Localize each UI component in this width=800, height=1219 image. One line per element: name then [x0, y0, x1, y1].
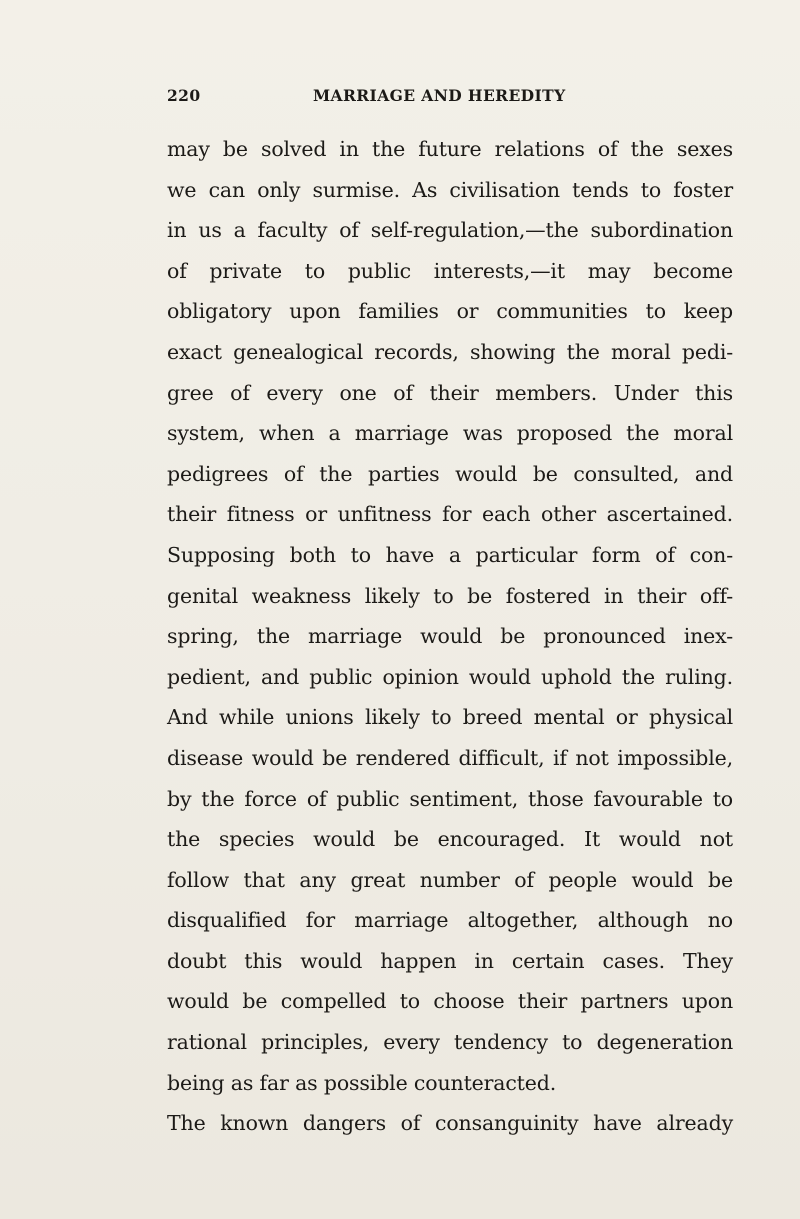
text-line: disqualified for marriage altogether, although no: [167, 908, 733, 933]
text-line: genital weakness likely to be fostered in their off-: [167, 583, 733, 608]
text-line: system, when a marriage was proposed the moral: [167, 421, 733, 446]
text-line: disease would be rendered difficult, if not impossible,: [167, 745, 733, 770]
text-line: And while unions likely to breed mental or physical: [167, 705, 733, 730]
text-line: follow that any great number of people would be: [167, 867, 733, 892]
running-head: [167, 86, 733, 110]
text-line: rational principles, every tendency to degeneration: [167, 1030, 733, 1055]
body-text: [167, 129, 733, 1144]
text-line: the species would be encouraged. It would not: [167, 827, 733, 852]
text-line: would be compelled to choose their partners upon: [167, 989, 733, 1014]
text-line: we can only surmise. As civilisation tends to foster: [167, 177, 733, 202]
text-line: exact genealogical records, showing the moral pedi-: [167, 339, 733, 364]
text-line: The known dangers of consanguinity have already: [167, 1111, 733, 1136]
text-line: being as far as possible counteracted.: [167, 1070, 557, 1095]
text-line: obligatory upon families or communities to keep: [167, 299, 733, 324]
text-line: gree of every one of their members. Under this: [167, 380, 733, 405]
page-number: 220: [167, 86, 201, 105]
text-line: may be solved in the future relations of the sexes: [167, 137, 733, 161]
text-line: pedient, and public opinion would uphold the ruling.: [167, 664, 733, 689]
text-line: in us a faculty of self-regulation,—the subordination: [167, 218, 733, 243]
text-line: pedigrees of the parties would be consulted, and: [167, 461, 733, 486]
text-line: spring, the marriage would be pronounced inex-: [167, 624, 733, 649]
running-title: MARRIAGE AND HEREDITY: [313, 86, 566, 105]
text-line: Supposing both to have a particular form of con-: [167, 542, 733, 567]
text-line: doubt this would happen in certain cases. They: [167, 948, 733, 973]
text-line: their fitness or unfitness for each other ascertained.: [167, 502, 733, 527]
text-line: of private to public interests,—it may become: [167, 258, 733, 283]
text-line: by the force of public sentiment, those favourable to: [167, 786, 733, 811]
